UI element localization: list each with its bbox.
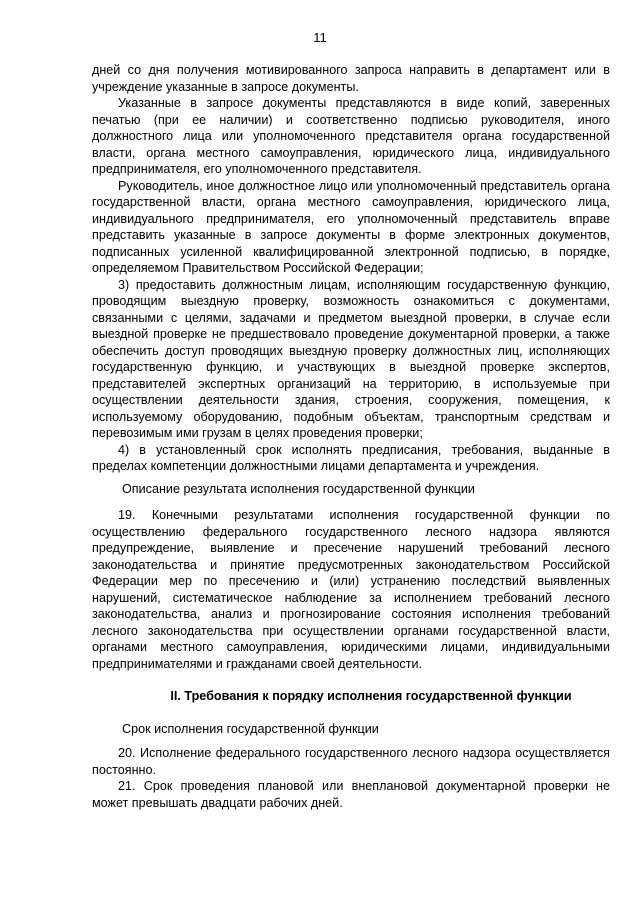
paragraph-item-4: 4) в установленный срок исполнять предписания, требования, выданные в пределах компетенции должностными лицами департамента и учреждения.	[92, 442, 610, 473]
paragraph-electronic-documents: Руководитель, иное должностное лицо или уполномоченный представитель органа государственной власти, органа местного самоуправления, юридического лица, индивидуального предпринимателя, его уполномоченный представитель вправе представить указанные в запросе документы в форме электронных документов, подписанных усиленной квалифицированной электронной подписью, в порядке, определяемом Правительством Российской Федерации;	[92, 178, 610, 275]
paragraph-continuation: дней со дня получения мотивированного запроса направить в департамент или в учреждение указанные в запросе документы.	[92, 63, 610, 94]
paragraph-item-3: 3) предоставить должностным лицам, исполняющим государственную функцию, проводящим выездную проверку, возможность ознакомиться с документами, связанными с целями, задачами и предметом выездной проверки, в случае если выездной проверке не предшествовало проведение документарной проверки, а также обеспечить доступ проводящих выездную проверку должностных лиц, исполняющих государственную функцию, и участвующих в выездной проверке экспертов, представителей экспертных организаций на территорию, в используемые при осуществлении деятельности здания, строения, сооружения, помещения, к используемому оборудованию, подобным объектам, транспортным средствам и перевозимым ими грузам в целях проведения проверки;	[92, 277, 610, 440]
paragraph-21: 21. Срок проведения плановой или внеплановой документарной проверки не может превышать двадцати рабочих дней.	[92, 779, 610, 810]
subheading-result-description: Описание результата исполнения государственной функции	[122, 481, 475, 496]
page-number: 11	[313, 30, 327, 45]
paragraph-copies-requirements: Указанные в запросе документы представляются в виде копий, заверенных печатью (при ее наличии) и соответственно подписью руководителя, иного должностного лица или уполномоченного представителя органа государственной власти, органа местного самоуправления, юридического лица, индивидуального предпринимателя, его уполномоченного представителя.	[92, 96, 610, 176]
document-body	[92, 62, 610, 811]
section-heading-ii: II. Требования к порядку исполнения государственной функции	[170, 689, 572, 703]
paragraph-20: 20. Исполнение федерального государственного лесного надзора осуществляется постоянно.	[92, 746, 610, 777]
paragraph-19: 19. Конечными результатами исполнения государственной функции по осуществлению федерального государственного лесного надзора являются предупреждение, выявление и пресечение нарушений требований лесного законодательства и принятие предусмотренных законодательством Российской Федерации мер по пресечению и (или) устранению последствий выявленных нарушений, систематическое наблюдение за исполнением требований лесного законодательства, анализ и прогнозирование состояния исполнения требований лесного законодательства при осуществлении органами государственной власти, органами местного самоуправления, юридическими лицами, индивидуальными предпринимателями и гражданами своей деятельности.	[92, 508, 610, 671]
subheading-execution-term: Срок исполнения государственной функции	[122, 721, 379, 736]
